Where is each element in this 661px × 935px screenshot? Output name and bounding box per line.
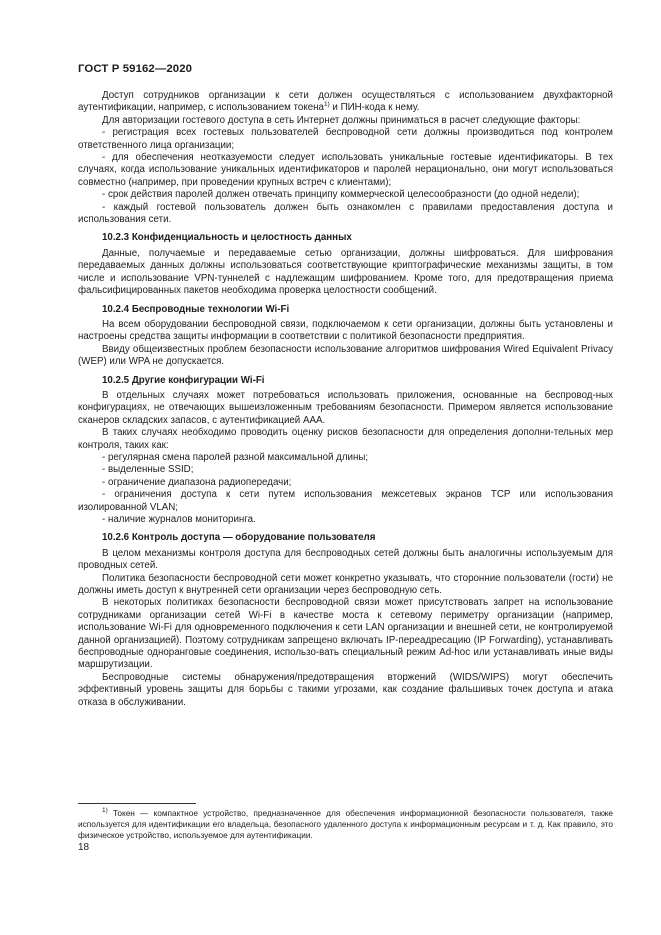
paragraph	[78, 248, 613, 298]
section-heading	[102, 532, 613, 544]
paragraph	[78, 597, 613, 671]
paragraph	[78, 573, 613, 598]
section-heading	[102, 375, 613, 387]
footnote-text: Токен — компактное устройство, предназначенное для обеспечения информационной безопасности пользователя, также используется для идентификации его владельца, безопасного удаленного доступа к информационным ресурсам и т. д. Как правило, это физическое устройство, используемое для аутентификации.	[78, 808, 613, 841]
paragraph	[78, 344, 613, 369]
block-text: 10.2.6 Контроль доступа — оборудование пользователя	[102, 532, 376, 544]
block-text: - регулярная смена паролей разной максимальной длины;	[102, 451, 369, 463]
block-text: Ввиду общеизвестных проблем безопасности использование алгоритмов шифрования Wired Equivalent Privacy (WEP) или WPA не допускается.	[78, 343, 613, 368]
footnote	[78, 808, 613, 842]
block-text: Для авторизации гостевого доступа в сеть Интернет должны приниматься в расчет следующие факторы:	[102, 114, 581, 126]
list-item	[78, 464, 613, 476]
standard-header: ГОСТ Р 59162—2020	[78, 63, 193, 75]
block-text: 10.2.5 Другие конфигурации Wi-Fi	[102, 374, 265, 386]
paragraph	[78, 115, 613, 127]
block-text: Политика безопасности беспроводной сети может конкретно указывать, что сторонние пользователи (гости) не должны иметь доступ к внутренней сети организации через беспроводную сеть.	[78, 572, 613, 597]
block-text: - наличие журналов мониторинга.	[102, 514, 256, 525]
paragraph	[78, 90, 613, 115]
block-text: 10.2.4 Беспроводные технологии Wi-Fi	[102, 303, 290, 315]
footnote-reference: 1)	[323, 101, 330, 109]
list-item	[78, 514, 613, 526]
block-text: 10.2.3 Конфиденциальность и целостность данных	[102, 232, 352, 244]
block-text: - срок действия паролей должен отвечать принципу коммерческой целесообразности (до одной недели);	[102, 189, 580, 201]
paragraph	[78, 672, 613, 709]
document-body	[78, 90, 613, 709]
block-text: На всем оборудовании беспроводной связи, подключаемом к сети организации, должны быть установлены и настроены средства защиты информации в соответствии с политикой безопасности предприятия.	[78, 318, 613, 343]
block-text: Беспроводные системы обнаружения/предотвращения вторжений (WIDS/WIPS) могут обеспечить эффективный уровень защиты для борьбы с такими угрозами, как создание фальшивых точек доступа и атака отказа в обслуживании.	[78, 671, 613, 708]
paragraph	[78, 548, 613, 573]
list-item	[78, 202, 613, 227]
footnote-separator	[78, 803, 196, 804]
block-text: В таких случаях необходимо проводить оценку рисков безопасности для определения дополни-тельных мер контроля, таких как:	[78, 427, 613, 451]
block-text: - для обеспечения неотказуемости следует использовать уникальные гостевые идентификаторы. В тех случаях, когда использование уникальных идентификаторов и паролей нерационально, они могут использоваться совместно (например, при проведении крупных встреч с клиентами);	[78, 152, 613, 188]
block-text: - ограничения доступа к сети путем использования межсетевых экранов TCP или использования изолированной VLAN;	[78, 489, 613, 513]
block-text: - выделенные SSID;	[102, 464, 194, 476]
paragraph	[78, 427, 613, 452]
block-text: - ограничение диапазона радиопередачи;	[102, 476, 292, 488]
block-text: - каждый гостевой пользователь должен быть ознакомлен с правилами предоставления доступа и использования сети.	[78, 201, 613, 226]
list-item	[78, 152, 613, 189]
block-text: В некоторых политиках безопасности беспроводной связи может присутствовать запрет на использование сотрудниками организации сетей Wi-Fi в качестве моста к сетевому периметру организации (например, использование Wi-Fi для одновременного подключения к сети LAN организации и внешней сети, не контролируемой данной организацией). Поэтому сотрудникам запрещено включать IP-переадресацию (IP Forwarding), устанавливать беспроводные одноранговые соединения, использо-вать специальный режим Ad-hoc или устанавливать иные виды маршрутизации.	[78, 597, 613, 671]
block-text: В целом механизмы контроля доступа для беспроводных сетей должны быть аналогичны используемым для проводных сетей.	[78, 547, 613, 572]
block-text: - регистрация всех гостевых пользователей беспроводной сети должны производиться под контролем ответственного лица организации;	[78, 127, 613, 151]
block-text: В отдельных случаях может потребоваться использовать приложения, основанные на беспровод-ных конфигурациях, не отвечающих вышеизложенным требованиям безопасности. Примером является использование сканеров складских запасов, с аутентификацией ААА.	[78, 389, 613, 426]
block-text: Данные, получаемые и передаваемые сетью организации, должны шифроваться. Для шифрования передаваемых данных должны использоваться соответствующие криптографические механизмы защиты, в том числе и использование VPN-туннелей с надлежащим шифрованием. Кроме того, для предотвращения приема фальсифицированных пакетов необходима проверка целостности сообщений.	[78, 247, 613, 297]
block-text-continued: и ПИН-кода к нему.	[329, 102, 420, 114]
paragraph	[78, 319, 613, 344]
list-item	[78, 452, 613, 464]
paragraph	[78, 390, 613, 427]
page-number: 18	[78, 842, 90, 853]
footnote-marker: 1)	[102, 807, 108, 814]
section-heading	[102, 304, 613, 316]
list-item	[78, 127, 613, 152]
list-item	[78, 189, 613, 201]
block-text: Доступ сотрудников организации к сети должен осуществляться с использованием двухфакторной аутентификации, например, с использованием токена	[78, 90, 613, 114]
section-heading	[102, 232, 613, 244]
list-item	[78, 489, 613, 514]
list-item	[78, 477, 613, 489]
